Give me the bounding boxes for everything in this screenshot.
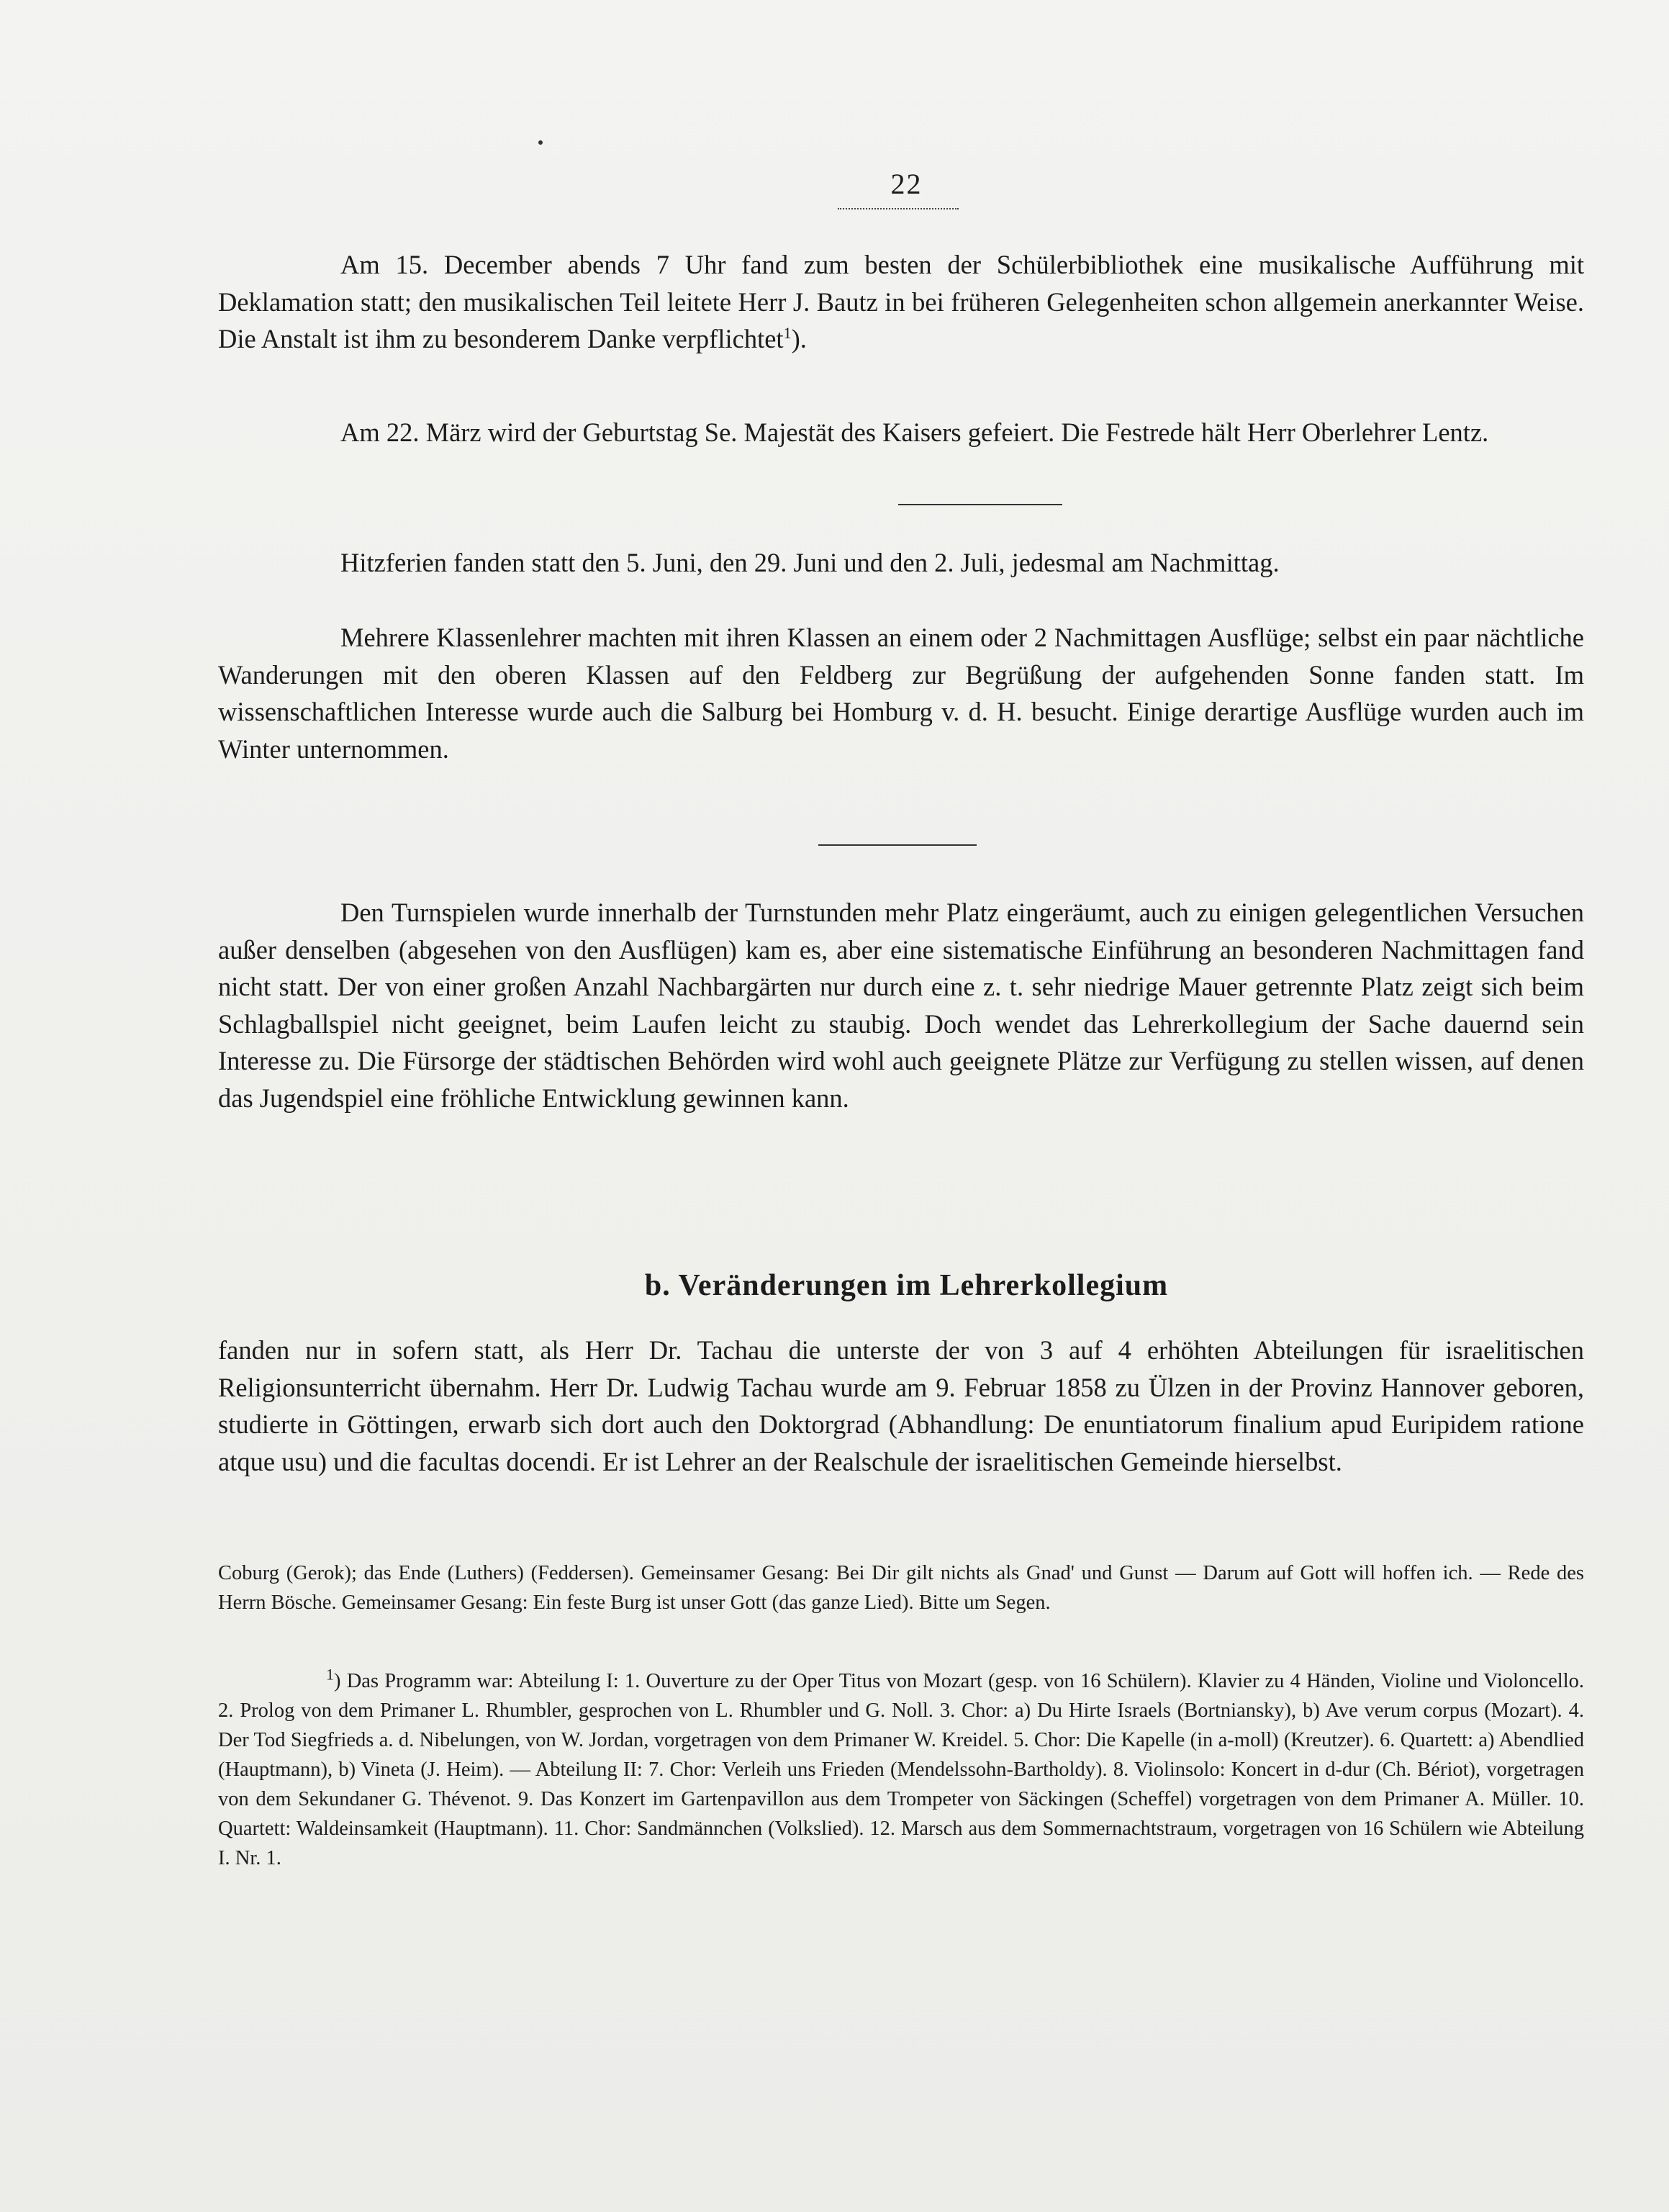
footnote-continuation: Coburg (Gerok); das Ende (Luthers) (Feddersen). Gemeinsamer Gesang: Bei Dir gilt nichts als Gnad' und Gunst — Darum auf Gott will hoffen ich. — Rede des Herrn Bösche. Gemeinsamer Gesang: Ein feste Burg ist unser Gott (das ganze Lied). Bitte um Segen. [218, 1562, 1584, 1614]
paragraph-concert-end: ). [791, 324, 807, 353]
paragraph-kaisers-geburtstag: Am 22. März wird der Geburtstag Se. Majestät des Kaisers gefeiert. Die Festrede hält Herr Oberlehrer Lentz. [340, 417, 1489, 447]
section-heading: b. Veränderungen im Lehrerkollegium [644, 1269, 1169, 1302]
page-number: 22 [890, 168, 923, 200]
paragraph-concert [218, 246, 1584, 358]
paragraph-hitzferien: Hitzferien fanden statt den 5. Juni, den 29. Juni und den 2. Juli, jedesmal am Nachmittag. [340, 548, 1280, 577]
paragraph-ausfluege: Mehrere Klassenlehrer machten mit ihren Klassen an einem oder 2 Nachmittagen Ausflüge; selbst ein paar nächtliche Wanderungen mit den oberen Klassen auf den Feldberg zur Begrüßung der aufgehenden Sonne fanden statt. Im wissenschaftlichen Interesse wurde auch die Salburg bei Homburg v. d. H. besucht. Einige derartige Ausflüge wurden auch im Winter unternommen. [218, 623, 1584, 764]
page-number-ornament [838, 204, 959, 209]
footnote-program [218, 1666, 1584, 1873]
ink-speck [538, 140, 543, 145]
footnote-reference: 1 [783, 323, 792, 342]
footnote-marker: 1 [326, 1665, 334, 1684]
paragraph-concert-text: Am 15. December abends 7 Uhr fand zum besten der Schülerbibliothek eine musikalische Aufführung mit Deklamation statt; den musikalischen Teil leitete Herr J. Bautz in bei früheren Gelegenheiten schon allgemein anerkannter Weise. Die Anstalt ist ihm zu besonderem Danke verpflichtet [218, 250, 1584, 353]
section-divider [898, 504, 1062, 505]
paragraph-lehrerkollegium: fanden nur in sofern statt, als Herr Dr. Tachau die unterste der von 3 auf 4 erhöhten Abteilungen für israelitischen Religionsunterricht übernahm. Herr Dr. Ludwig Tachau wurde am 9. Februar 1858 zu Ülzen in der Provinz Hannover geboren, studierte in Göttingen, erwarb sich dort auch den Doktorgrad (Abhandlung: De enuntiatorum finalium apud Euripidem ratione atque usu) und die facultas docendi. Er ist Lehrer an der Realschule der israelitischen Gemeinde hierselbst. [218, 1335, 1584, 1476]
footnote-program-text: ) Das Programm war: Abteilung I: 1. Ouverture zu der Oper Titus von Mozart (gesp. von 16 Schülern). Klavier zu 4 Händen, Violine und Violoncello. 2. Prolog von dem Primaner L. Rhumbler, gesprochen von L. Rhumbler und G. Noll. 3. Chor: a) Du Hirte Israels (Bortniansky), b) Ave verum corpus (Mozart). 4. Der Tod Siegfrieds a. d. Nibelungen, von W. Jordan, vorgetragen von dem Primaner W. Kreidel. 5. Chor: Die Kapelle (in a-moll) (Kreutzer). 6. Quartett: a) Abendlied (Hauptmann), b) Vineta (J. Heim). — Abteilung II: 7. Chor: Verleih uns Frieden (Mendelssohn-Bartholdy). 8. Violinsolo: Koncert in d-dur (Ch. Bériot), vorgetragen von dem Sekundaner G. Thévenot. 9. Das Konzert im Gartenpavillon aus dem Trompeter von Säckingen (Scheffel) vorgetragen von dem Primaner A. Müller. 10. Quartett: Waldeinsamkeit (Hauptmann). 11. Chor: Sandmännchen (Volkslied). 12. Marsch aus dem Sommernachtstraum, vorgetragen von 16 Schülern wie Abteilung I. Nr. 1. [218, 1670, 1584, 1869]
section-divider [818, 844, 977, 846]
paragraph-turnspiele: Den Turnspielen wurde innerhalb der Turnstunden mehr Platz eingeräumt, auch zu einigen gelegentlichen Versuchen außer denselben (abgesehen von den Ausflügen) kam es, aber eine sistematische Einführung an besonderen Nachmittagen fand nicht statt. Der von einer großen Anzahl Nachbargärten nur durch eine z. t. sehr niedrige Mauer getrennte Platz zeigt sich beim Schlagballspiel nicht geeignet, beim Laufen leicht zu staubig. Doch wendet das Lehrerkollegium der Sache dauernd sein Interesse zu. Die Fürsorge der städtischen Behörden wird wohl auch geeignete Plätze zur Verfügung zu stellen wissen, auf denen das Jugendspiel eine fröhliche Entwicklung gewinnen kann. [218, 898, 1584, 1113]
